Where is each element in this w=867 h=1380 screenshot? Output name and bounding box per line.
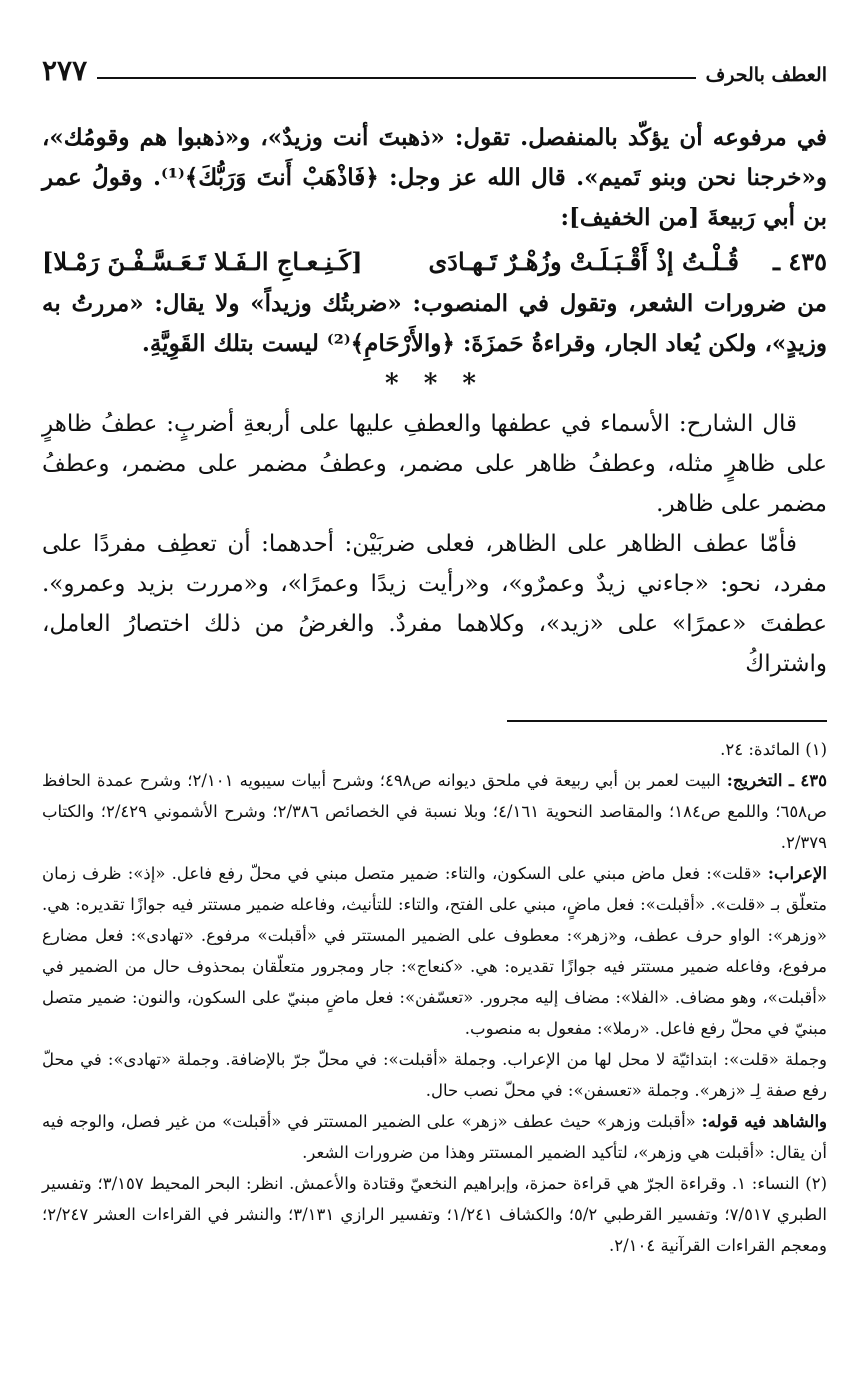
- paragraph-2: من ضرورات الشعر، وتقول في المنصوب: «ضربتُك وزيداً» ولا يقال: «مررتُ به وزيدٍ»، ولكن يُعاد الجار، وقراءةُ حَمزَةَ: ﴿والأَرْحَامِ﴾⁽²⁾ ليست بتلك القَوِيَّةِ.: [42, 290, 827, 357]
- irab-note: [42, 858, 827, 1044]
- header-rule: [97, 77, 695, 79]
- shahid-label: والشاهد فيه قوله:: [701, 1112, 828, 1131]
- chapter-title: العطف بالحرف: [705, 64, 827, 86]
- poem-verse: [42, 240, 827, 284]
- footnotes: [42, 734, 827, 1261]
- irab-text: «قلت»: فعل ماض مبني على السكون، والتاء: ضمير متصل مبني في محلّ رفع فاعل. «إذ»: ظرف زمان متعلّق بـ «قلت». «أقبلت»: فعل ماضٍ، مبني على الفتح، والتاء: للتأنيث، وفاعله ضمير مستتر فيه جوازًا تقديره: هي. «وزهر»: الواو حرف عطف، و«زهر»: معطوف على الضمير المستتر في «أقبلت» مرفوع. «تهادى»: فعل مضارع مرفوع، وفاعله ضمير مستتر فيه جوازًا تقديره: هي. «كنعاج»: جار ومجرور متعلّقان بمحذوف حال من الضمير في «أقبلت»، وهو مضاف. «الفلا»: مضاف إليه مجرور. «تعسّفن»: فعل ماضٍ مبنيّ على السكون، والنون: ضمير متصل مبنيّ في محلّ رفع فاعل. «رملا»: مفعول به منصوب.: [42, 864, 827, 1038]
- page-number: ٢٧٧: [42, 54, 88, 87]
- takhrij-text: البيت لعمر بن أبي ربيعة في ملحق ديوانه ص٤٩٨؛ وشرح أبيات سيبويه ٢/١٠١؛ وشرح عمدة الحافظ ص٦٥٨؛ واللمع ص١٨٤؛ والمقاصد النحوية ٤/١٦١؛ وبلا نسبة في الخصائص ٢/٣٨٦؛ وشرح الأشموني ٢/٤٢٩؛ والكتاب ٢/٣٧٩.: [42, 771, 827, 852]
- shahid-text: «أقبلت وزهر» حيث عطف «زهر» على الضمير المستتر في «أقبلت» من غير فصل، والوجه فيه أن يقال: «أقبلت هي وزهر»، لتأكيد الضمير المستتر وهذا من ضرورات الشعر.: [42, 1112, 827, 1162]
- paragraph-1: في مرفوعه أن يؤكّد بالمنفصل. تقول: «ذهبتَ أنت وزيدٌ»، و«ذهبوا هم وقومُك»، و«خرجنا نحن وبنو تَميم». قال الله عز وجل: ﴿فَاذْهَبْ أَنتَ وَرَبُّكَ﴾⁽¹⁾. وقولُ عمر بن أبي رَبيعةَ [من الخفيف]:: [42, 124, 827, 231]
- main-text: [42, 118, 827, 684]
- paragraph-4: فأمّا عطف الظاهر على الظاهر، فعلى ضربَيْن: أحدهما: أن تعطِف مفردًا على مفرد، نحو: «جاءني زيدٌ وعمرٌو»، و«رأيت زيدًا وعمرًا»، و«مررت بزيد وعمرو». عطفتَ «عمرًا» على «زيد»، وكلاهما مفردٌ. والغرضُ من ذلك اختصارُ العامل، واشتراكُ: [42, 531, 827, 677]
- paragraph-3: قال الشارح: الأسماء في عطفها والعطفِ عليها على أربعةِ أضربٍ: عطفُ ظاهرٍ على ظاهرٍ مثله، وعطفُ ظاهر على مضمر، وعطفُ مضمر على مضمر، وعطفُ مضمر على ظاهر.: [42, 411, 827, 517]
- footnote-1: (١) المائدة: ٢٤.: [720, 740, 827, 759]
- footnote-separator: [507, 720, 827, 722]
- verse-number: ٤٣٥ ـ: [772, 247, 827, 276]
- irab-label: الإعراب:: [767, 864, 827, 883]
- jumla-note: وجملة «قلت»: ابتدائيّة لا محل لها من الإعراب. وجملة «أقبلت»: في محلّ جرّ بالإضافة. وجملة «تهادى»: في محلّ رفع صفة لِـ «زهر». وجملة «تعسفن»: في محلّ نصب حال.: [42, 1050, 827, 1100]
- section-separator: * * *: [385, 369, 484, 399]
- verse-second-hemistich: [كَـنِـعـاجِ الـفَـلا تَـعَـسَّـفْـنَ رَمْـلا]: [42, 247, 363, 276]
- running-header: [42, 52, 827, 86]
- verse-first-hemistich: قُـلْـتُ إذْ أَقْـبَـلَـتْ وزُهْـرٌ تَـهـادَى: [428, 247, 739, 276]
- takhrij-note: [42, 765, 827, 858]
- takhrij-label: ٤٣٥ ـ التخريج:: [726, 771, 827, 790]
- footnote-2: (٢) النساء: ١. وقراءة الجرّ هي قراءة حمزة، وإبراهيم النخعيّ وقتادة والأعمش. انظر: البحر المحيط ٣/١٥٧؛ وتفسير الطبري ٧/٥١٧؛ وتفسير القرطبي ٥/٢؛ والكشاف ١/٢٤١؛ وتفسير الرازي ٣/١٣١؛ والنشر في القراءات العشر ٢/٢٤٧؛ ومعجم القراءات القرآنية ٢/١٠٤.: [42, 1174, 827, 1255]
- shahid-note: [42, 1106, 827, 1168]
